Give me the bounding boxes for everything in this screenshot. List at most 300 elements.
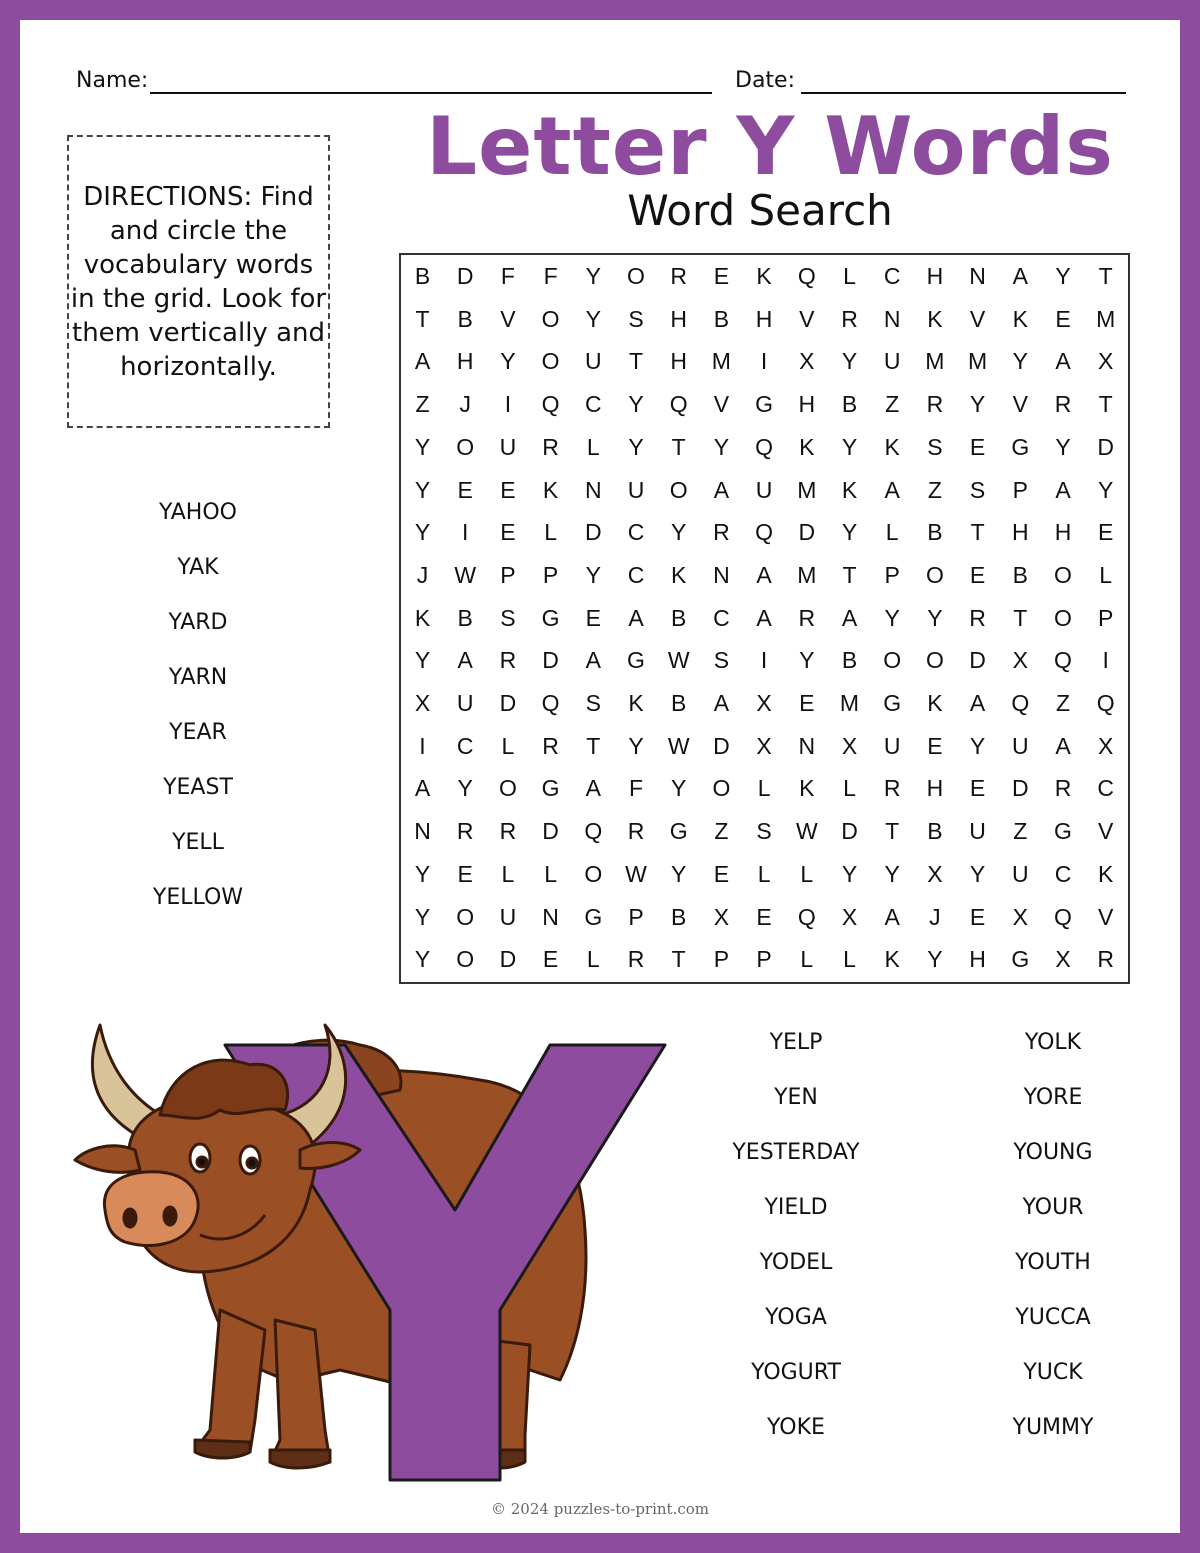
- grid-letter[interactable]: Y: [628, 433, 644, 460]
- grid-letter[interactable]: Y: [628, 391, 644, 418]
- grid-letter[interactable]: A: [457, 647, 473, 674]
- grid-letter[interactable]: Y: [414, 946, 431, 973]
- grid-letter[interactable]: N: [414, 818, 431, 845]
- grid-letter[interactable]: A: [713, 690, 730, 716]
- grid-letter[interactable]: E: [542, 946, 559, 973]
- grid-letter[interactable]: Q: [669, 391, 688, 418]
- grid-letter[interactable]: R: [1054, 775, 1072, 802]
- grid-letter[interactable]: Y: [414, 519, 431, 546]
- grid-letter[interactable]: O: [456, 903, 475, 930]
- grid-letter[interactable]: G: [541, 775, 560, 802]
- grid-letter[interactable]: U: [969, 818, 986, 845]
- grid-letter[interactable]: D: [1097, 433, 1114, 460]
- grid-letter[interactable]: D: [798, 519, 816, 546]
- grid-letter[interactable]: E: [500, 519, 516, 546]
- grid-letter[interactable]: K: [927, 305, 943, 332]
- grid-letter[interactable]: L: [843, 263, 856, 289]
- grid-letter[interactable]: S: [756, 818, 772, 845]
- grid-letter[interactable]: K: [1098, 860, 1114, 887]
- grid-letter[interactable]: P: [500, 561, 516, 588]
- grid-letter[interactable]: V: [500, 305, 516, 332]
- grid-letter[interactable]: V: [799, 305, 815, 332]
- grid-letter[interactable]: U: [1011, 860, 1029, 887]
- grid-letter[interactable]: L: [501, 732, 515, 759]
- grid-letter[interactable]: Y: [585, 263, 601, 289]
- grid-letter[interactable]: T: [885, 818, 900, 845]
- grid-letter[interactable]: Y: [671, 775, 687, 802]
- grid-letter[interactable]: Y: [1055, 433, 1071, 460]
- grid-letter[interactable]: T: [628, 348, 644, 375]
- grid-letter[interactable]: R: [542, 433, 559, 460]
- grid-letter[interactable]: L: [544, 860, 557, 887]
- grid-letter[interactable]: K: [884, 946, 900, 973]
- grid-letter[interactable]: E: [457, 860, 473, 887]
- grid-letter[interactable]: O: [584, 860, 603, 887]
- grid-letter[interactable]: L: [544, 519, 557, 546]
- grid-letter[interactable]: G: [669, 818, 688, 845]
- grid-letter[interactable]: B: [671, 690, 687, 716]
- grid-letter[interactable]: K: [927, 690, 943, 716]
- grid-letter[interactable]: G: [1054, 818, 1072, 845]
- grid-letter[interactable]: V: [1098, 818, 1114, 845]
- grid-letter[interactable]: D: [1011, 775, 1029, 802]
- grid-letter[interactable]: B: [841, 647, 858, 674]
- copyright-text: © 2024 puzzles-to-print.com: [490, 1500, 710, 1518]
- grid-letter[interactable]: U: [499, 433, 517, 460]
- grid-letter[interactable]: U: [456, 690, 474, 716]
- grid-letter[interactable]: K: [542, 476, 559, 503]
- grid-letter[interactable]: G: [1011, 946, 1030, 973]
- grid-letter[interactable]: P: [756, 946, 772, 973]
- grid-letter[interactable]: Z: [714, 818, 729, 845]
- grid-letter[interactable]: M: [925, 348, 945, 375]
- grid-letter[interactable]: C: [627, 561, 645, 588]
- grid-letter[interactable]: S: [969, 476, 986, 503]
- grid-letter[interactable]: X: [799, 348, 815, 375]
- grid-letter[interactable]: F: [628, 775, 644, 802]
- grid-letter[interactable]: I: [1102, 647, 1109, 674]
- grid-letter[interactable]: D: [969, 647, 986, 674]
- grid-letter[interactable]: Z: [1013, 818, 1028, 845]
- grid-letter[interactable]: O: [1054, 561, 1072, 588]
- grid-letter[interactable]: Y: [585, 561, 601, 588]
- grid-letter[interactable]: M: [711, 348, 731, 375]
- grid-letter[interactable]: M: [1096, 305, 1116, 332]
- grid-letter[interactable]: S: [585, 690, 601, 716]
- grid-letter[interactable]: A: [628, 604, 644, 631]
- grid-letter[interactable]: M: [797, 561, 817, 588]
- grid-letter[interactable]: A: [414, 775, 431, 802]
- grid-letter[interactable]: Q: [797, 263, 816, 289]
- grid-letter[interactable]: N: [542, 903, 559, 930]
- grid-letter[interactable]: R: [499, 647, 517, 674]
- grid-letter[interactable]: L: [757, 775, 771, 802]
- grid-letter[interactable]: L: [586, 946, 600, 973]
- grid-letter[interactable]: V: [1098, 903, 1114, 930]
- grid-letter[interactable]: E: [969, 561, 986, 588]
- grid-letter[interactable]: S: [500, 604, 516, 631]
- word-list-item: YEAST: [163, 775, 233, 800]
- grid-letter[interactable]: G: [584, 903, 603, 930]
- grid-letter[interactable]: A: [884, 903, 900, 930]
- grid-letter[interactable]: S: [628, 305, 644, 332]
- grid-letter[interactable]: P: [542, 561, 559, 588]
- grid-letter[interactable]: I: [760, 647, 768, 674]
- grid-letter[interactable]: K: [1012, 305, 1028, 332]
- grid-letter[interactable]: K: [414, 604, 431, 631]
- grid-letter[interactable]: Y: [500, 348, 516, 375]
- grid-letter[interactable]: A: [756, 561, 772, 588]
- grid-letter[interactable]: D: [456, 263, 474, 289]
- grid-letter[interactable]: P: [1098, 604, 1114, 631]
- grid-letter[interactable]: T: [1098, 391, 1113, 418]
- grid-letter[interactable]: Q: [1011, 690, 1030, 716]
- grid-letter[interactable]: E: [457, 476, 473, 503]
- yak-letter-y-illustration: [60, 1010, 670, 1490]
- grid-letter[interactable]: O: [883, 647, 902, 674]
- grid-letter[interactable]: J: [416, 561, 429, 588]
- grid-letter[interactable]: X: [841, 903, 858, 930]
- grid-letter[interactable]: H: [755, 305, 773, 332]
- grid-letter[interactable]: O: [1054, 604, 1072, 631]
- grid-letter[interactable]: S: [713, 647, 730, 674]
- grid-letter[interactable]: L: [1099, 561, 1113, 588]
- grid-letter[interactable]: R: [883, 775, 901, 802]
- grid-letter[interactable]: O: [627, 263, 645, 289]
- grid-letter[interactable]: M: [797, 476, 817, 503]
- grid-letter[interactable]: P: [628, 903, 644, 930]
- grid-letter[interactable]: H: [969, 946, 986, 973]
- grid-letter[interactable]: B: [927, 519, 943, 546]
- grid-letter[interactable]: L: [843, 946, 856, 973]
- grid-letter[interactable]: Y: [1012, 348, 1028, 375]
- grid-letter[interactable]: B: [671, 903, 687, 930]
- grid-letter[interactable]: E: [585, 604, 601, 631]
- grid-letter[interactable]: P: [713, 946, 730, 973]
- grid-letter[interactable]: O: [712, 775, 731, 802]
- grid-letter[interactable]: C: [584, 391, 602, 418]
- grid-letter[interactable]: A: [585, 647, 601, 674]
- grid-letter[interactable]: K: [628, 690, 644, 716]
- grid-letter[interactable]: E: [927, 732, 943, 759]
- grid-letter[interactable]: R: [627, 818, 645, 845]
- grid-letter[interactable]: P: [884, 561, 900, 588]
- grid-letter[interactable]: A: [1055, 348, 1071, 375]
- grid-letter[interactable]: O: [925, 561, 944, 588]
- grid-letter[interactable]: U: [627, 476, 645, 503]
- grid-letter[interactable]: U: [883, 348, 901, 375]
- grid-letter[interactable]: O: [925, 647, 944, 674]
- grid-letter[interactable]: F: [500, 263, 515, 289]
- grid-letter[interactable]: H: [798, 391, 816, 418]
- date-field[interactable]: [801, 92, 1126, 94]
- grid-letter[interactable]: Z: [885, 391, 900, 418]
- grid-letter[interactable]: O: [541, 348, 560, 375]
- grid-letter[interactable]: E: [713, 263, 730, 289]
- grid-letter[interactable]: T: [842, 561, 857, 588]
- grid-letter[interactable]: N: [883, 305, 901, 332]
- grid-letter[interactable]: B: [1012, 561, 1028, 588]
- grid-letter[interactable]: S: [927, 433, 943, 460]
- grid-letter[interactable]: E: [713, 860, 730, 887]
- grid-letter[interactable]: X: [1012, 647, 1028, 674]
- grid-letter[interactable]: A: [884, 476, 900, 503]
- grid-letter[interactable]: X: [1098, 348, 1114, 375]
- grid-letter[interactable]: D: [584, 519, 602, 546]
- grid-letter[interactable]: D: [713, 732, 730, 759]
- grid-letter[interactable]: G: [883, 690, 902, 716]
- grid-letter[interactable]: V: [713, 391, 730, 418]
- grid-letter[interactable]: L: [885, 519, 899, 546]
- grid-letter[interactable]: Y: [1055, 263, 1071, 289]
- grid-letter[interactable]: E: [969, 775, 986, 802]
- grid-letter[interactable]: D: [542, 818, 559, 845]
- grid-letter[interactable]: Y: [585, 305, 601, 332]
- grid-letter[interactable]: A: [1055, 732, 1071, 759]
- grid-letter[interactable]: A: [414, 348, 431, 375]
- grid-letter[interactable]: C: [883, 263, 901, 289]
- grid-letter[interactable]: C: [1054, 860, 1072, 887]
- grid-letter[interactable]: T: [415, 305, 430, 332]
- grid-letter[interactable]: X: [414, 690, 431, 716]
- grid-letter[interactable]: M: [839, 690, 860, 716]
- grid-letter[interactable]: T: [1098, 263, 1113, 289]
- grid-letter[interactable]: Y: [799, 647, 815, 674]
- grid-letter[interactable]: C: [713, 604, 730, 631]
- grid-letter[interactable]: K: [671, 561, 687, 588]
- grid-letter[interactable]: F: [543, 263, 558, 289]
- grid-letter[interactable]: C: [456, 732, 474, 759]
- grid-letter[interactable]: Q: [541, 391, 560, 418]
- grid-letter[interactable]: E: [969, 903, 986, 930]
- grid-letter[interactable]: Y: [414, 860, 431, 887]
- grid-letter[interactable]: U: [499, 903, 517, 930]
- grid-letter[interactable]: Y: [671, 519, 687, 546]
- grid-letter[interactable]: V: [969, 305, 986, 332]
- grid-letter[interactable]: K: [799, 433, 815, 460]
- word-list-item: YOGA: [765, 1305, 827, 1330]
- grid-letter[interactable]: Y: [841, 860, 858, 887]
- grid-letter[interactable]: B: [671, 604, 687, 631]
- grid-letter[interactable]: A: [969, 690, 986, 716]
- grid-letter[interactable]: Y: [671, 860, 687, 887]
- grid-letter[interactable]: E: [1055, 305, 1071, 332]
- grid-letter[interactable]: B: [713, 305, 730, 332]
- grid-letter[interactable]: L: [800, 946, 814, 973]
- grid-letter[interactable]: H: [926, 775, 944, 802]
- grid-letter[interactable]: V: [1012, 391, 1028, 418]
- grid-letter[interactable]: I: [419, 732, 426, 759]
- grid-letter[interactable]: R: [713, 519, 730, 546]
- grid-letter[interactable]: H: [1011, 519, 1029, 546]
- grid-letter[interactable]: W: [667, 732, 690, 759]
- grid-letter[interactable]: T: [671, 433, 686, 460]
- grid-letter[interactable]: H: [670, 348, 687, 375]
- grid-letter[interactable]: X: [713, 903, 730, 930]
- word-list-item: YOUNG: [1013, 1140, 1093, 1165]
- grid-letter[interactable]: Z: [927, 476, 942, 503]
- grid-letter[interactable]: Q: [1054, 903, 1072, 930]
- grid-letter[interactable]: K: [841, 476, 858, 503]
- grid-letter[interactable]: E: [756, 903, 772, 930]
- grid-letter[interactable]: K: [756, 263, 772, 289]
- grid-letter[interactable]: X: [756, 690, 772, 716]
- grid-letter[interactable]: Y: [969, 860, 986, 887]
- grid-letter[interactable]: T: [671, 946, 686, 973]
- grid-letter[interactable]: L: [843, 775, 856, 802]
- grid-letter[interactable]: N: [798, 732, 816, 759]
- grid-letter[interactable]: I: [504, 391, 512, 418]
- grid-letter[interactable]: O: [456, 433, 475, 460]
- grid-letter[interactable]: O: [456, 946, 475, 973]
- grid-letter[interactable]: C: [1097, 775, 1114, 802]
- grid-letter[interactable]: X: [1098, 732, 1114, 759]
- grid-letter[interactable]: H: [1054, 519, 1072, 546]
- grid-letter[interactable]: A: [841, 604, 858, 631]
- grid-letter[interactable]: Y: [414, 433, 431, 460]
- grid-letter[interactable]: J: [459, 391, 471, 418]
- grid-letter[interactable]: B: [414, 263, 431, 289]
- grid-letter[interactable]: R: [1054, 391, 1072, 418]
- grid-letter[interactable]: D: [841, 818, 858, 845]
- grid-letter[interactable]: R: [798, 604, 816, 631]
- grid-letter[interactable]: H: [456, 348, 474, 375]
- grid-letter[interactable]: Y: [841, 519, 858, 546]
- grid-letter[interactable]: X: [841, 732, 858, 759]
- word-list-item: YELLOW: [152, 885, 244, 910]
- grid-letter[interactable]: D: [499, 690, 517, 716]
- grid-letter[interactable]: L: [800, 860, 814, 887]
- grid-letter[interactable]: G: [627, 647, 645, 674]
- grid-letter[interactable]: Q: [755, 433, 774, 460]
- grid-letter[interactable]: X: [756, 732, 772, 759]
- grid-letter[interactable]: E: [1098, 519, 1114, 546]
- grid-letter[interactable]: W: [795, 818, 818, 845]
- grid-letter[interactable]: C: [627, 519, 645, 546]
- grid-letter[interactable]: X: [1055, 946, 1071, 973]
- grid-letter[interactable]: A: [585, 775, 601, 802]
- grid-letter[interactable]: B: [457, 305, 473, 332]
- grid-letter[interactable]: U: [584, 348, 602, 375]
- grid-letter[interactable]: Y: [841, 433, 858, 460]
- grid-letter[interactable]: J: [929, 903, 941, 930]
- grid-letter[interactable]: A: [756, 604, 772, 631]
- grid-letter[interactable]: Y: [884, 860, 900, 887]
- grid-letter[interactable]: Q: [797, 903, 816, 930]
- grid-letter[interactable]: Y: [969, 732, 986, 759]
- grid-letter[interactable]: L: [586, 433, 600, 460]
- grid-letter[interactable]: Q: [1096, 690, 1115, 716]
- grid-letter[interactable]: Y: [927, 604, 943, 631]
- grid-letter[interactable]: X: [927, 860, 943, 887]
- grid-letter[interactable]: A: [713, 476, 730, 503]
- grid-letter[interactable]: R: [1097, 946, 1114, 973]
- grid-letter[interactable]: A: [1055, 476, 1071, 503]
- word-list-item: YAK: [177, 555, 219, 580]
- grid-letter[interactable]: I: [760, 348, 768, 375]
- grid-letter[interactable]: Y: [713, 433, 730, 460]
- grid-letter[interactable]: K: [884, 433, 900, 460]
- grid-letter[interactable]: R: [969, 604, 986, 631]
- grid-letter[interactable]: T: [586, 732, 601, 759]
- grid-letter[interactable]: K: [799, 775, 815, 802]
- word-list-item: YESTERDAY: [732, 1140, 860, 1165]
- grid-letter[interactable]: Y: [1098, 476, 1114, 503]
- grid-letter[interactable]: R: [841, 305, 858, 332]
- grid-letter[interactable]: U: [883, 732, 901, 759]
- grid-letter[interactable]: Y: [414, 903, 431, 930]
- grid-letter[interactable]: N: [713, 561, 730, 588]
- grid-letter[interactable]: Y: [884, 604, 900, 631]
- grid-letter[interactable]: H: [926, 263, 944, 289]
- grid-letter[interactable]: Y: [414, 476, 431, 503]
- grid-letter[interactable]: Z: [415, 391, 430, 418]
- grid-letter[interactable]: E: [969, 433, 986, 460]
- grid-letter[interactable]: U: [755, 476, 773, 503]
- grid-letter[interactable]: I: [461, 519, 469, 546]
- grid-letter[interactable]: Y: [841, 348, 858, 375]
- grid-letter[interactable]: N: [584, 476, 602, 503]
- grid-letter[interactable]: W: [454, 561, 477, 588]
- grid-letter[interactable]: H: [670, 305, 687, 332]
- grid-letter[interactable]: M: [968, 348, 988, 375]
- grid-letter[interactable]: A: [1012, 263, 1028, 289]
- grid-letter[interactable]: N: [969, 263, 986, 289]
- grid-letter[interactable]: G: [1011, 433, 1030, 460]
- grid-letter[interactable]: R: [499, 818, 517, 845]
- grid-letter[interactable]: O: [541, 305, 560, 332]
- grid-letter[interactable]: X: [1012, 903, 1028, 930]
- grid-letter[interactable]: B: [457, 604, 473, 631]
- grid-letter[interactable]: E: [799, 690, 815, 716]
- grid-letter[interactable]: B: [841, 391, 858, 418]
- grid-letter[interactable]: Y: [927, 946, 943, 973]
- grid-letter[interactable]: Y: [969, 391, 986, 418]
- grid-letter[interactable]: R: [627, 946, 645, 973]
- grid-letter[interactable]: Q: [1054, 647, 1072, 674]
- grid-letter[interactable]: Q: [584, 818, 603, 845]
- grid-letter[interactable]: U: [1011, 732, 1029, 759]
- grid-letter[interactable]: E: [500, 476, 516, 503]
- grid-letter[interactable]: R: [542, 732, 559, 759]
- grid-letter[interactable]: Y: [414, 647, 431, 674]
- grid-letter[interactable]: L: [501, 860, 515, 887]
- grid-letter[interactable]: D: [542, 647, 559, 674]
- grid-letter[interactable]: D: [499, 946, 517, 973]
- grid-letter[interactable]: Q: [541, 690, 560, 716]
- grid-letter[interactable]: L: [757, 860, 771, 887]
- grid-letter[interactable]: O: [498, 775, 517, 802]
- grid-letter[interactable]: W: [625, 860, 647, 887]
- grid-letter[interactable]: R: [926, 391, 944, 418]
- grid-letter[interactable]: T: [1013, 604, 1028, 631]
- grid-letter[interactable]: R: [456, 818, 474, 845]
- grid-letter[interactable]: T: [970, 519, 985, 546]
- word-list-item: YOLK: [1024, 1030, 1082, 1055]
- grid-letter[interactable]: Y: [628, 732, 644, 759]
- grid-letter[interactable]: G: [755, 391, 774, 418]
- grid-letter[interactable]: O: [669, 476, 688, 503]
- grid-letter[interactable]: R: [670, 263, 687, 289]
- grid-letter[interactable]: P: [1012, 476, 1028, 503]
- grid-letter[interactable]: Z: [1055, 690, 1071, 716]
- grid-letter[interactable]: Q: [755, 519, 774, 546]
- name-field[interactable]: [150, 92, 712, 94]
- grid-letter[interactable]: G: [541, 604, 560, 631]
- grid-letter[interactable]: Y: [457, 775, 473, 802]
- grid-letter[interactable]: W: [667, 647, 690, 674]
- grid-letter[interactable]: B: [927, 818, 943, 845]
